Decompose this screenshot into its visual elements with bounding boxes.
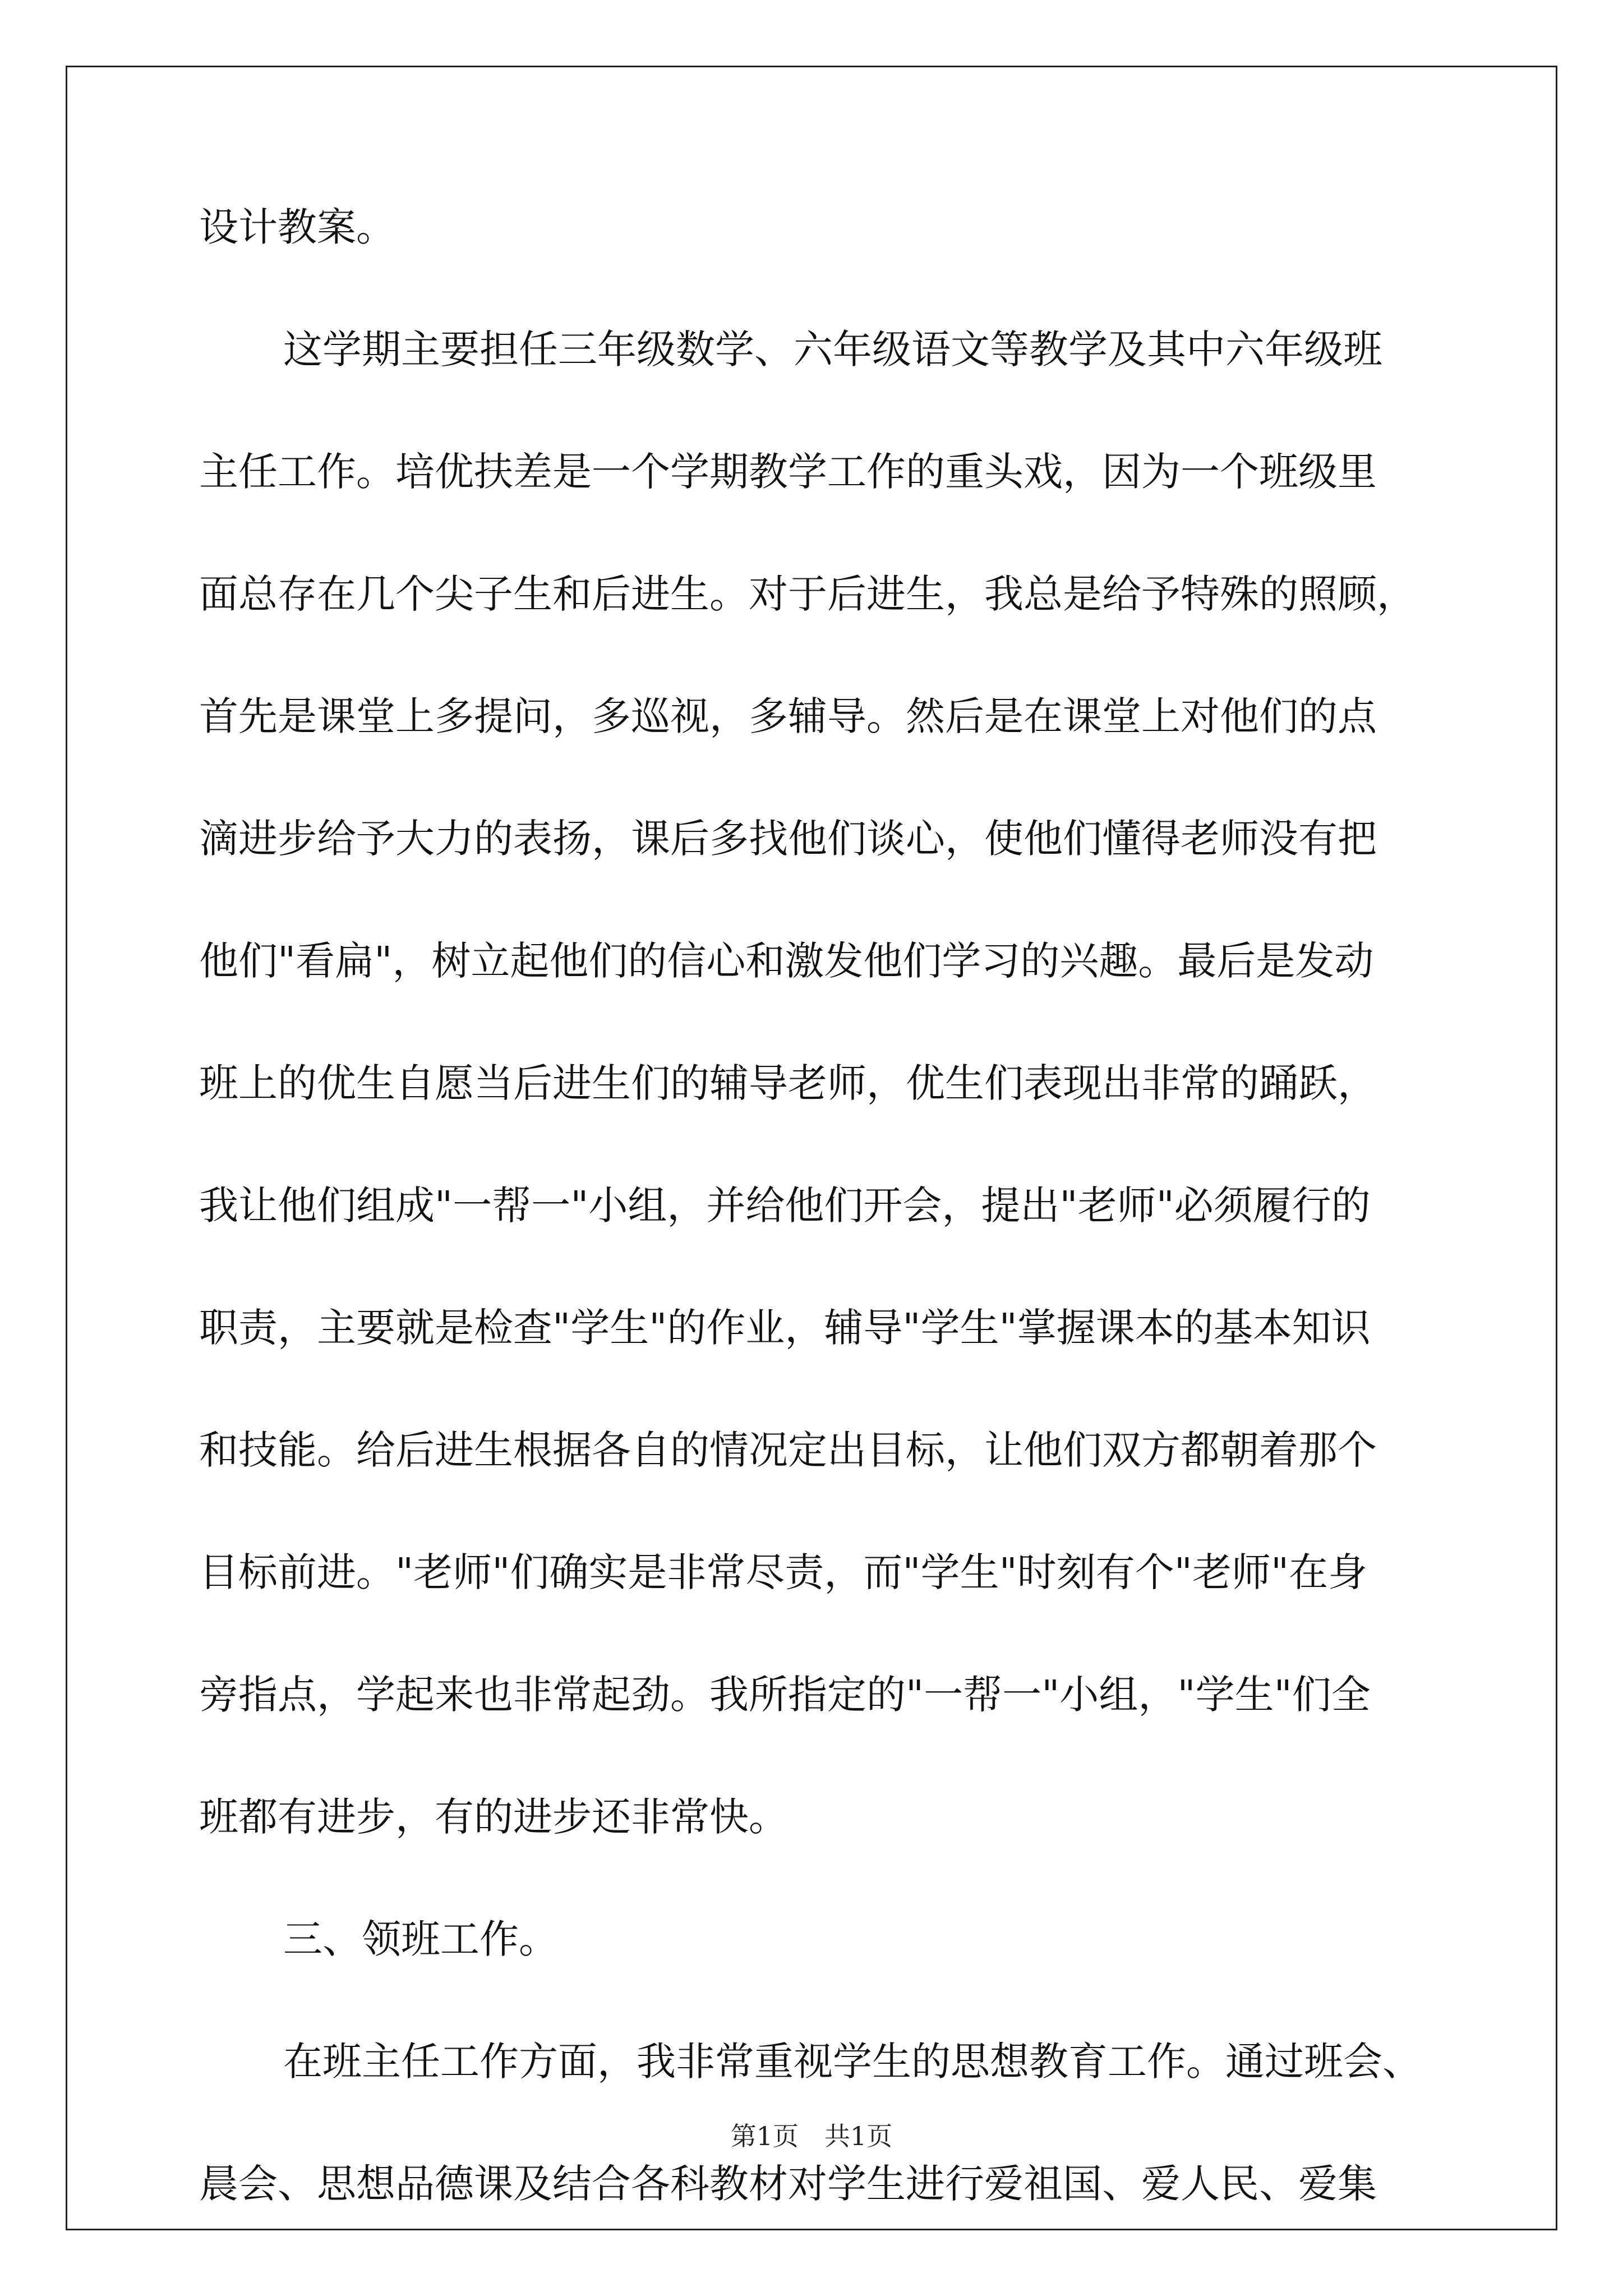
text-line: 首先是课堂上多提问，多巡视，多辅导。然后是在课堂上对他们的点 bbox=[199, 693, 1377, 739]
text-line: 晨会、思想品德课及结合各科教材对学生进行爱祖国、爱人民、爱集 bbox=[199, 2161, 1377, 2207]
text-line: 主任工作。培优扶差是一个学期教学工作的重头戏，因为一个班级里 bbox=[199, 449, 1377, 495]
page-border bbox=[66, 66, 1557, 2230]
text-line: 目标前进。"老师"们确实是非常尽责，而"学生"时刻有个"老师"在身 bbox=[199, 1549, 1368, 1595]
text-line: 和技能。给后进生根据各自的情况定出目标，让他们双方都朝着那个 bbox=[199, 1427, 1377, 1473]
text-line: 设计教案。 bbox=[199, 204, 395, 250]
text-line: 他们"看扁"，树立起他们的信心和激发他们学习的兴趣。最后是发动 bbox=[199, 938, 1374, 984]
text-line: 旁指点，学起来也非常起劲。我所指定的"一帮一"小组，"学生"们全 bbox=[199, 1672, 1371, 1718]
text-line: 班都有进步，有的进步还非常快。 bbox=[199, 1794, 788, 1840]
text-line: 职责，主要就是检查"学生"的作业，辅导"学生"掌握课本的基本知识 bbox=[199, 1305, 1371, 1351]
text-line: 在班主任工作方面，我非常重视学生的思想教育工作。通过班会、 bbox=[283, 2039, 1422, 2085]
text-line: 班上的优生自愿当后进生们的辅导老师，优生们表现出非常的踊跃， bbox=[199, 1060, 1377, 1106]
text-line: 我让他们组成"一帮一"小组，并给他们开会，提出"老师"必须履行的 bbox=[199, 1182, 1371, 1228]
text-line: 三、领班工作。 bbox=[283, 1916, 558, 1962]
text-line: 这学期主要担任三年级数学、六年级语文等教学及其中六年级班 bbox=[283, 326, 1382, 372]
page-number-footer: 第1页 共1页 bbox=[730, 2121, 893, 2151]
text-line: 滴进步给予大力的表扬，课后多找他们谈心，使他们懂得老师没有把 bbox=[199, 816, 1377, 862]
text-line: 面总存在几个尖子生和后进生。对于后进生，我总是给予特殊的照顾， bbox=[199, 571, 1416, 617]
